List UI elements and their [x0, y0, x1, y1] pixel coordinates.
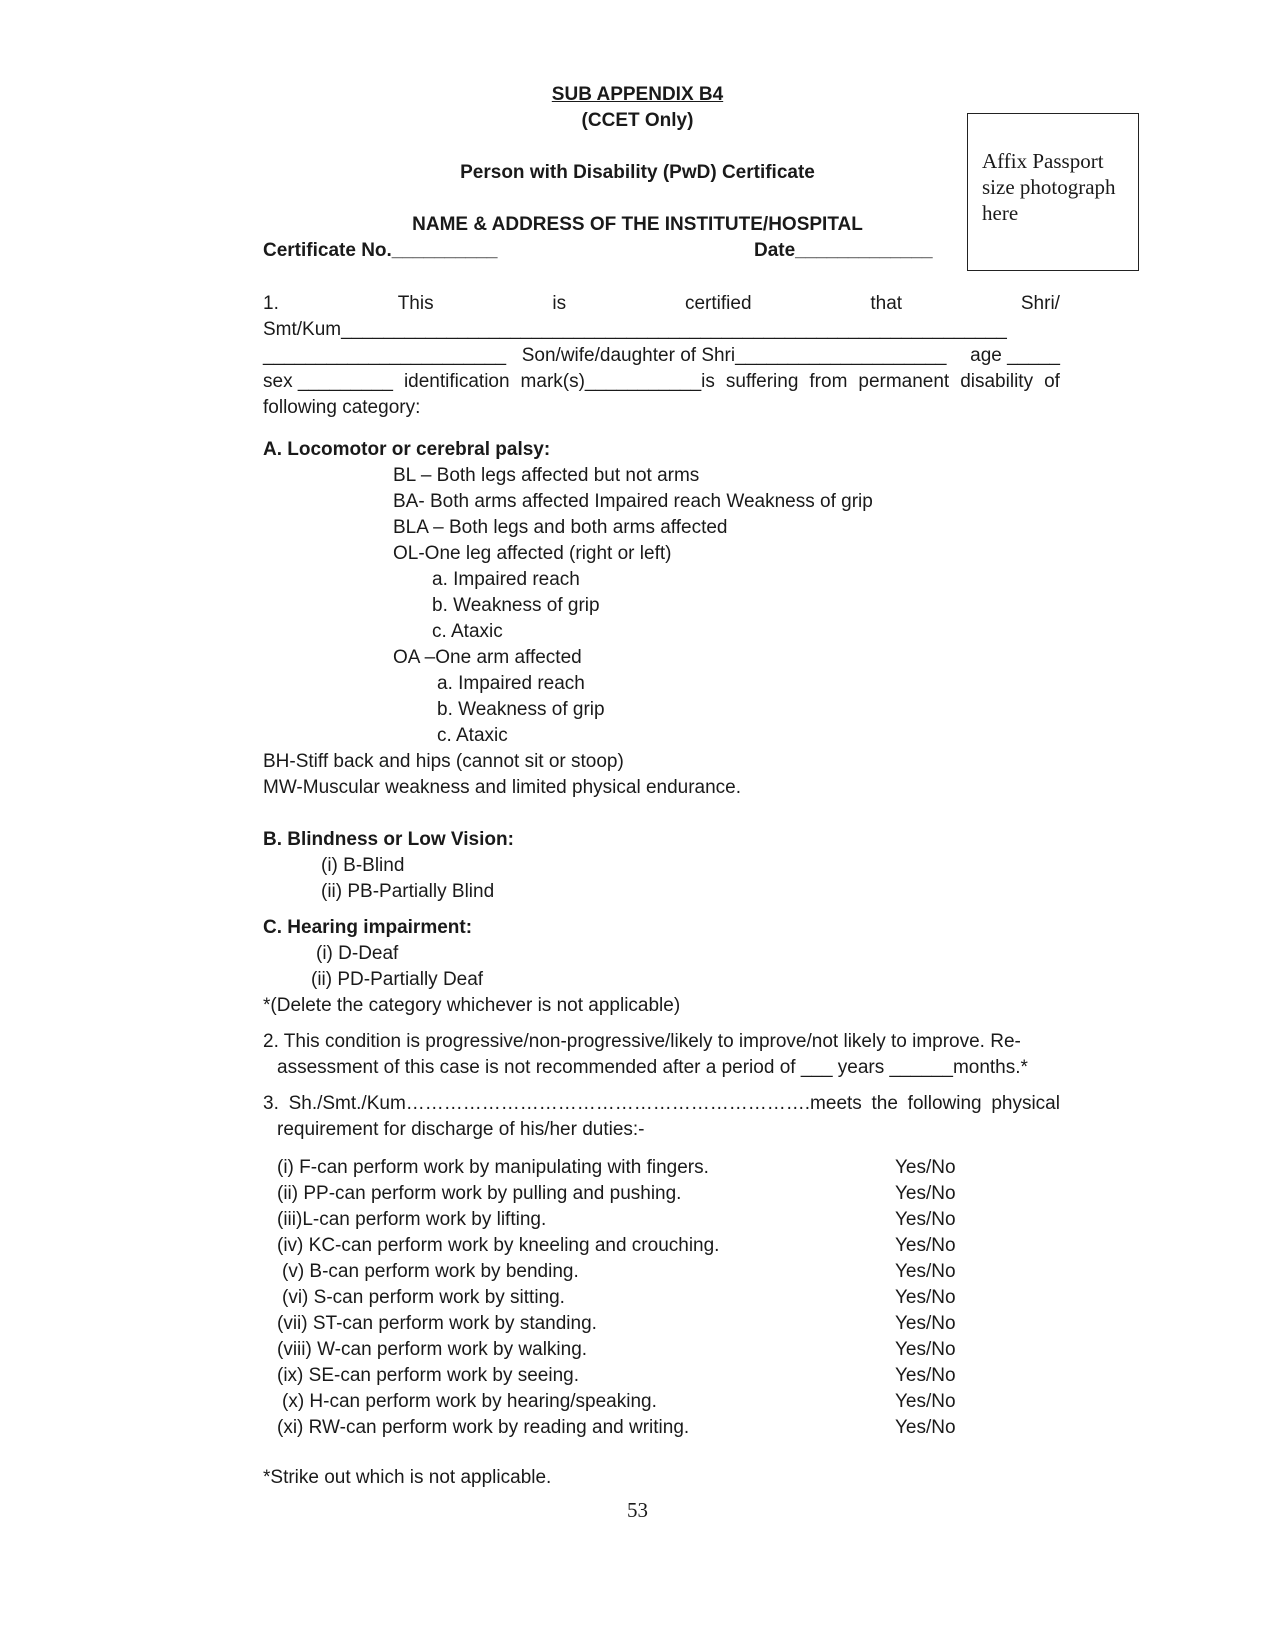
duty-answer: Yes/No [895, 1287, 956, 1308]
para1-line4-word: from [809, 371, 848, 392]
certificate-title: Person with Disability (PwD) Certificate [460, 162, 815, 183]
duty-answer: Yes/No [895, 1235, 956, 1256]
condition-statement-line-2: assessment of this case is not recommended after a period of ___ years ______months.* [277, 1057, 1028, 1078]
duty-label: (v) B-can perform work by bending. [282, 1261, 579, 1282]
duty-answer: Yes/No [895, 1313, 956, 1334]
duty-label: (xi) RW-can perform work by reading and writing. [277, 1417, 690, 1438]
physical-requirement-line-1 [263, 1091, 1060, 1117]
para1-line4-word: suffering [725, 371, 799, 392]
duty-answer: Yes/No [895, 1365, 956, 1386]
name-continuation-blank: _______________________ [263, 345, 507, 366]
name-field-line: Smt/Kum_______________________________________________________________ [263, 319, 1007, 340]
passport-photo-box [967, 113, 1139, 271]
duty-label: (i) F-can perform work by manipulating with fingers. [277, 1157, 709, 1178]
photo-box-line-2: size photograph [982, 175, 1116, 199]
para3-word: 3. [263, 1093, 279, 1114]
category-oa: OA –One arm affected [393, 647, 582, 668]
duty-answer: Yes/No [895, 1261, 956, 1282]
para1-word: This [397, 293, 434, 314]
institute-heading: NAME & ADDRESS OF THE INSTITUTE/HOSPITAL [412, 214, 863, 235]
oa-subitem-c: c. Ataxic [437, 725, 508, 746]
category-ol: OL-One leg affected (right or left) [393, 543, 672, 564]
duty-label: (vi) S-can perform work by sitting. [282, 1287, 565, 1308]
category-bh: BH-Stiff back and hips (cannot sit or stoop) [263, 751, 624, 772]
para1-line4-word: disability [960, 371, 1034, 392]
duty-answer: Yes/No [895, 1391, 956, 1412]
category-d-deaf: (i) D-Deaf [316, 943, 399, 964]
category-b-blind: (i) B-Blind [321, 855, 405, 876]
para1-word: 1. [263, 293, 279, 314]
sex-identification-line [263, 369, 1060, 395]
oa-subitem-a: a. Impaired reach [437, 673, 585, 694]
duty-label: (viii) W-can perform work by walking. [277, 1339, 588, 1360]
duty-answer: Yes/No [895, 1183, 956, 1204]
certification-line-1 [263, 291, 1060, 317]
para1-word: is [552, 293, 567, 314]
para1-word: Shri/ [1020, 293, 1060, 314]
page-number: 53 [627, 1498, 648, 1522]
category-pd-partially-deaf: (ii) PD-Partially Deaf [311, 969, 484, 990]
following-category-text: following category: [263, 397, 421, 418]
physical-requirement-line-2: requirement for discharge of his/her duties:- [277, 1119, 645, 1140]
age-field: age _____ [970, 345, 1060, 366]
photo-box-line-1: Affix Passport [982, 149, 1104, 173]
oa-subitem-b: b. Weakness of grip [437, 699, 605, 720]
para3-word: following [907, 1093, 982, 1114]
para1-line4-word: mark(s)___________is [520, 371, 715, 392]
ol-subitem-b: b. Weakness of grip [432, 595, 600, 616]
category-bl: BL – Both legs affected but not arms [393, 465, 700, 486]
section-c-heading: C. Hearing impairment: [263, 917, 473, 938]
para1-line4-word: of [1044, 371, 1060, 392]
ol-subitem-c: c. Ataxic [432, 621, 503, 642]
para1-line4-word: identification [403, 371, 510, 392]
duty-answer: Yes/No [895, 1209, 956, 1230]
para1-word: that [870, 293, 903, 314]
strike-out-note: *Strike out which is not applicable. [263, 1467, 552, 1488]
duty-answer: Yes/No [895, 1339, 956, 1360]
category-pb-partially-blind: (ii) PB-Partially Blind [321, 881, 495, 902]
duty-label: (x) H-can perform work by hearing/speaking. [282, 1391, 657, 1412]
relation-field: Son/wife/daughter of Shri____________________ [521, 345, 947, 366]
duty-label: (iv) KC-can perform work by kneeling and crouching. [277, 1235, 720, 1256]
relation-field-line [263, 343, 1060, 369]
appendix-title: SUB APPENDIX B4 [551, 84, 724, 105]
duty-label: (ii) PP-can perform work by pulling and pushing. [277, 1183, 682, 1204]
para1-line4-word: permanent [858, 371, 950, 392]
date-field: Date_____________ [754, 240, 933, 261]
appendix-subtitle: (CCET Only) [581, 110, 694, 131]
category-ba: BA- Both arms affected Impaired reach Weakness of grip [393, 491, 873, 512]
duty-answer: Yes/No [895, 1417, 956, 1438]
para3-word: Sh./Smt./Kum……………………………………………………….meets [288, 1093, 862, 1114]
condition-statement-line-1: 2. This condition is progressive/non-progressive/likely to improve/not likely to improve. Re- [263, 1031, 1021, 1052]
certificate-number-field: Certificate No.__________ [263, 240, 498, 261]
category-mw: MW-Muscular weakness and limited physical endurance. [263, 777, 742, 798]
photo-box-line-3: here [982, 201, 1019, 225]
duty-label: (ix) SE-can perform work by seeing. [277, 1365, 579, 1386]
duty-answer: Yes/No [895, 1157, 956, 1178]
para3-word: physical [991, 1093, 1060, 1114]
para1-line4-word: sex _________ [263, 371, 393, 392]
section-a-heading: A. Locomotor or cerebral palsy: [263, 439, 551, 460]
duty-label: (vii) ST-can perform work by standing. [277, 1313, 597, 1334]
section-b-heading: B. Blindness or Low Vision: [263, 829, 514, 850]
category-bla: BLA – Both legs and both arms affected [393, 517, 728, 538]
duty-label: (iii)L-can perform work by lifting. [277, 1209, 547, 1230]
para1-word: certified [684, 293, 752, 314]
ol-subitem-a: a. Impaired reach [432, 569, 580, 590]
para3-word: the [871, 1093, 898, 1114]
delete-category-note: *(Delete the category whichever is not applicable) [263, 995, 681, 1016]
